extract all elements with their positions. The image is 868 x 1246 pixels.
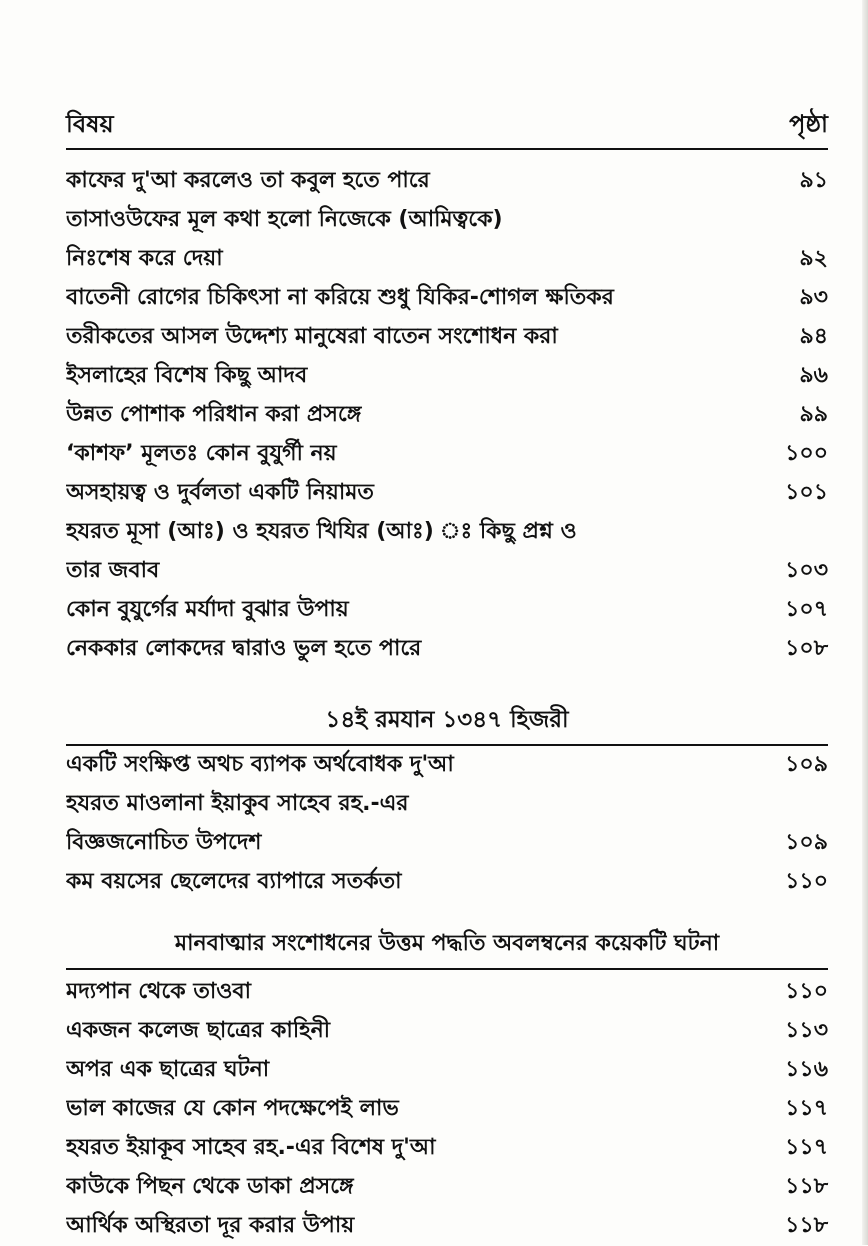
toc-entry-page: ১১৭ — [785, 1135, 828, 1160]
toc-entry — [66, 318, 828, 357]
toc-entry-page: ১১৬ — [785, 1057, 828, 1082]
page-edge-shadow — [862, 0, 868, 1245]
toc-entry — [66, 474, 828, 513]
toc-entry-title: উন্নত পোশাক পরিধান করা প্রসঙ্গে — [66, 402, 362, 427]
toc-entry-page: ১০৭ — [785, 597, 828, 622]
toc-entry — [66, 513, 828, 552]
toc-entry-title: ‘কাশফ’ মূলতঃ কোন বুযুর্গী নয় — [66, 441, 337, 466]
toc-entry — [66, 1207, 828, 1246]
toc-entry — [66, 1090, 828, 1129]
toc-entry-page: ১১০ — [785, 869, 828, 894]
toc-entry-page: ৯১ — [799, 168, 828, 193]
toc-entry-title: নেককার লোকদের দ্বারাও ভুল হতে পারে — [66, 636, 422, 661]
page-column-label: পৃষ্ঠা — [789, 110, 828, 138]
toc-entry-page: ৯৬ — [799, 363, 828, 388]
toc-entry — [66, 552, 828, 591]
toc-entry-title: অপর এক ছাত্রের ঘটনা — [66, 1057, 270, 1082]
toc-section-2 — [66, 746, 828, 902]
toc-entry-page: ১১৩ — [785, 1018, 828, 1043]
toc-entry-title: কাফের দু'আ করলেও তা কবুল হতে পারে — [66, 168, 430, 193]
toc-entry-title: অসহায়ত্ব ও দুর্বলতা একটি নিয়ামত — [66, 480, 374, 505]
toc-section-3 — [66, 973, 828, 1246]
toc-entry-title: নিঃশেষ করে দেয়া — [66, 246, 223, 271]
section-heading-events: মানবাত্মার সংশোধনের উত্তম পদ্ধতি অবলম্বনের কয়েকটি ঘটনা — [174, 931, 720, 956]
toc-section-1 — [66, 162, 828, 669]
toc-entry — [66, 824, 828, 863]
toc-entry — [66, 591, 828, 630]
toc-entry-title: একটি সংক্ষিপ্ত অথচ ব্যাপক অর্থবোধক দু'আ — [66, 752, 454, 777]
toc-entry-title: হযরত মাওলানা ইয়াকুব সাহেব রহ.-এর — [66, 791, 409, 816]
toc-entry-title: কম বয়সের ছেলেদের ব্যাপারে সতর্কতা — [66, 869, 402, 894]
toc-entry-page: ১০০ — [785, 441, 828, 466]
toc-entry-title: কোন বুযুর্গের মর্যাদা বুঝার উপায় — [66, 597, 349, 622]
toc-entry-title: আর্থিক অস্থিরতা দূর করার উপায় — [66, 1213, 355, 1238]
toc-entry — [66, 1168, 828, 1207]
toc-entry-page: ৯২ — [799, 246, 828, 271]
toc-entry — [66, 240, 828, 279]
toc-entry — [66, 630, 828, 669]
toc-entry-page: ১০৮ — [785, 636, 828, 661]
toc-entry-page: ১১৭ — [785, 1096, 828, 1121]
toc-entry — [66, 396, 828, 435]
toc-entry-page: ৯৪ — [799, 324, 828, 349]
toc-entry — [66, 746, 828, 785]
toc-entry-page: ৯৩ — [799, 285, 828, 310]
toc-header — [66, 108, 828, 144]
toc-entry-title: তার জবাব — [66, 558, 160, 583]
toc-entry-title: ইসলাহের বিশেষ কিছু আদব — [66, 363, 308, 388]
toc-entry-page: ১১৮ — [785, 1174, 828, 1199]
header-divider — [66, 148, 828, 150]
toc-entry — [66, 279, 828, 318]
toc-entry-page: ১০৯ — [785, 752, 828, 777]
toc-entry — [66, 1051, 828, 1090]
toc-entry-title: হযরত ইয়াকূব সাহেব রহ.-এর বিশেষ দু'আ — [66, 1135, 436, 1160]
toc-entry — [66, 201, 828, 240]
toc-entry-title: বাতেনী রোগের চিকিৎসা না করিয়ে শুধু যিকির-শোগল ক্ষতিকর — [66, 285, 614, 310]
toc-entry-page: ১১০ — [785, 979, 828, 1004]
toc-entry — [66, 863, 828, 902]
section-heading-ramadan: ১৪ই রমযান ১৩৪৭ হিজরী — [325, 707, 569, 733]
section-3-divider — [66, 968, 828, 970]
toc-entry — [66, 1129, 828, 1168]
toc-entry-page: ১০৯ — [785, 830, 828, 855]
toc-entry-title: হযরত মূসা (আঃ) ও হযরত খিযির (আঃ) ঃ কিছু প্রশ্ন ও — [66, 519, 577, 544]
toc-entry — [66, 162, 828, 201]
toc-entry-page: ১০৩ — [785, 558, 828, 583]
toc-entry-title: কাউকে পিছন থেকে ডাকা প্রসঙ্গে — [66, 1174, 354, 1199]
toc-entry-title: বিজ্ঞজনোচিত উপদেশ — [66, 830, 262, 855]
toc-entry — [66, 973, 828, 1012]
toc-entry-page: ১০১ — [785, 480, 828, 505]
toc-entry-title: ভাল কাজের যে কোন পদক্ষেপেই লাভ — [66, 1096, 399, 1121]
subject-column-label: বিষয় — [66, 110, 114, 138]
toc-entry — [66, 435, 828, 474]
toc-entry — [66, 1012, 828, 1051]
toc-entry-page: ৯৯ — [799, 402, 828, 427]
toc-entry-page: ১১৮ — [785, 1213, 828, 1238]
toc-entry-title: তরীকতের আসল উদ্দেশ্য মানুষেরা বাতেন সংশোধন করা — [66, 324, 558, 349]
toc-entry-title: একজন কলেজ ছাত্রের কাহিনী — [66, 1018, 331, 1043]
toc-entry-title: মদ্যপান থেকে তাওবা — [66, 979, 252, 1004]
toc-entry — [66, 357, 828, 396]
toc-entry — [66, 785, 828, 824]
toc-entry-title: তাসাওউফের মূল কথা হলো নিজেকে (আমিত্বকে) — [66, 207, 503, 232]
